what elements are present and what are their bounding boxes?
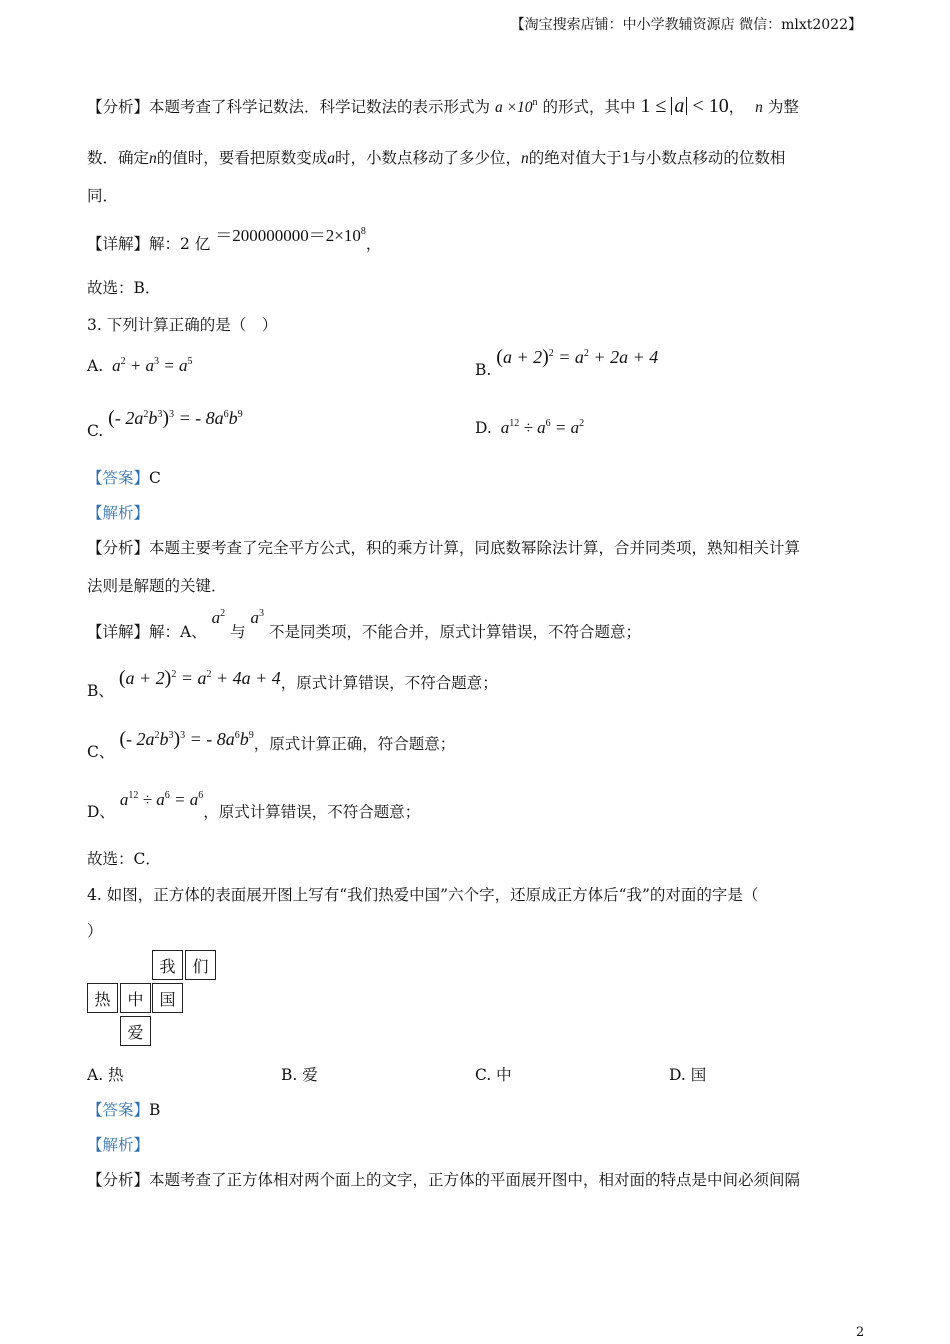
net-cell-guo: 国	[152, 983, 183, 1013]
q3-parse-label: 【解析】	[87, 504, 150, 522]
q3-analysis-line1: 【分析】本题主要考查了完全平方公式，积的乘方计算，同底数幂除法计算，合并同类项，熟知相关计算	[87, 539, 801, 557]
q3-detail-c: C、 (- $2a^2b^3)^3$ = - $8a^6b^9$，原式计算正确，符合题意；	[87, 728, 456, 761]
q4-stem-line2: ）	[87, 922, 103, 940]
q3-option-c: C. (- $2a^2b^3)^3$ = - $8a^6b^9$	[87, 407, 243, 440]
q2-analysis-line2: 数．确定n的值时，要看把原数变成a时，小数点移动了多少位，n的绝对值大于1与小数点移动的位数相	[87, 148, 786, 167]
q4-option-b: B. 爱	[281, 1066, 318, 1084]
q4-option-c: C. 中	[475, 1066, 512, 1084]
net-cell-zhong: 中	[120, 983, 151, 1013]
sci-notation-formula: $a \times 10^n$	[494, 97, 538, 116]
abs-range-formula: 1 ≤ a < 10	[640, 95, 729, 117]
q2-choose: 故选：B．	[87, 279, 161, 297]
q3-analysis-line2: 法则是解题的关键．	[87, 577, 227, 595]
q2-detail: 【详解】解：2 亿 $=200000000=2\times 10^8$，	[87, 226, 382, 253]
net-cell-wo: 我	[152, 950, 183, 980]
page-header: 【淘宝搜索店铺：中小学教辅资源店 微信：mlxt2022】	[510, 17, 862, 33]
net-cell-re: 热	[87, 983, 118, 1013]
q4-option-a: A. 热	[87, 1066, 124, 1084]
q4-stem-line1: 4. 如图，正方体的表面展开图上写有“我们热爱中国”六个字，还原成正方体后“我”的对面的字是（	[87, 886, 759, 904]
net-cell-ai: 爱	[120, 1016, 151, 1046]
q3-detail-a: 【详解】解：A、 $a^2$ 与 $a^3$ 不是同类项，不能合并，原式计算错误，不符合题意；	[87, 608, 641, 641]
q3-stem: 3. 下列计算正确的是（ ）	[87, 316, 278, 334]
q3-detail-b: B、 $(a + 2)^2 = a^2 + 4a + 4$，原式计算错误，不符合题意；	[87, 667, 498, 700]
q2-analysis-line3: 同．	[87, 187, 119, 205]
q3-option-a: A. $a^2 + a^3 = a^5$	[87, 356, 193, 375]
q3-detail-d: D、 $a^{12} \div a^6 = a^6$，原式计算错误，不符合题意；	[87, 790, 421, 821]
q4-parse-label: 【解析】	[87, 1136, 150, 1154]
q3-option-b: B. $(a + 2)^2 = a^2 + 2a + 4$	[475, 346, 659, 379]
q4-answer: 【答案】B	[87, 1101, 161, 1119]
q3-answer: 【答案】C	[87, 469, 161, 487]
q3-option-d: D. $a^{12} \div a^6 = a^2$	[475, 418, 585, 437]
q2-analysis-line1: 【分析】本题考查了科学记数法．科学记数法的表示形式为 $a \times 10^n$ 的形式，其中 1 ≤ a < 10， n 为整	[87, 95, 799, 117]
q4-analysis-line1: 【分析】本题考查了正方体相对两个面上的文字，正方体的平面展开图中，相对面的特点是中间必须间隔	[87, 1171, 801, 1189]
q3-choose: 故选：C．	[87, 850, 161, 868]
page-number: 2	[856, 1325, 865, 1340]
net-cell-men: 们	[185, 950, 216, 980]
q4-option-d: D. 国	[669, 1066, 707, 1084]
